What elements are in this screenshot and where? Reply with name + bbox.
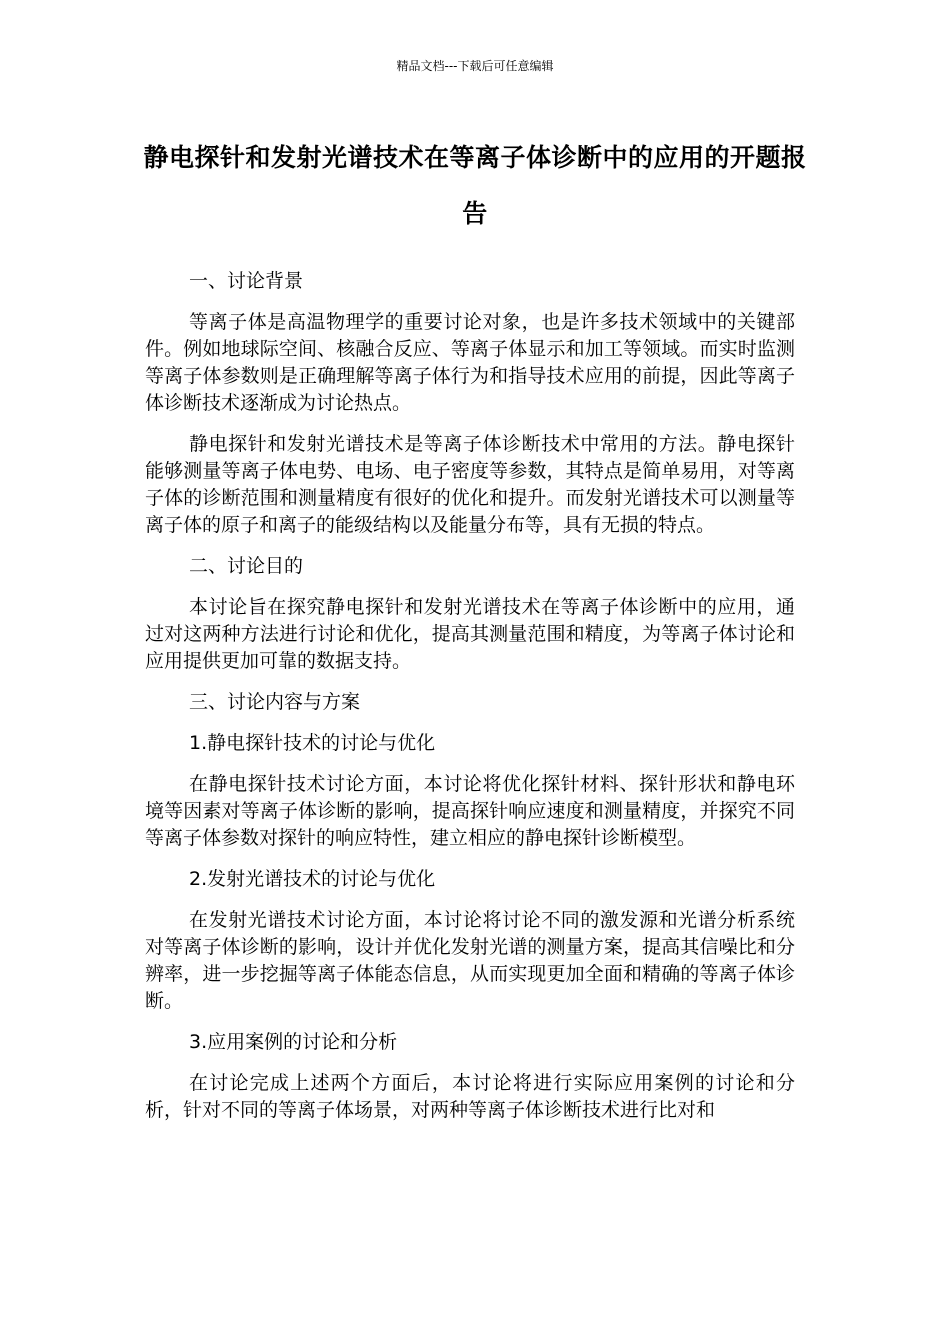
paragraph: 在讨论完成上述两个方面后，本讨论将进行实际应用案例的讨论和分析，针对不同的等离子体场景，对两种等离子体诊断技术进行比对和 bbox=[145, 1072, 795, 1121]
paragraph: 在静电探针技术讨论方面，本讨论将优化探针材料、探针形状和静电环境等因素对等离子体诊断的影响，提高探针响应速度和测量精度，并探究不同等离子体参数对探针的响应特性，建立相应的静电探针诊断模型。 bbox=[145, 773, 795, 849]
subsection bbox=[145, 1029, 795, 1124]
document-title: 静电探针和发射光谱技术在等离子体诊断中的应用的开题报告 bbox=[143, 143, 807, 228]
subsection bbox=[145, 730, 795, 852]
subsection-heading: 1.静电探针技术的讨论与优化 bbox=[189, 732, 436, 754]
section-heading: 三、讨论内容与方案 bbox=[189, 691, 361, 713]
subsection-heading: 2.发射光谱技术的讨论与优化 bbox=[189, 868, 436, 890]
header-note: 精品文档---下载后可任意编辑 bbox=[396, 59, 554, 73]
paragraph: 本讨论旨在探究静电探针和发射光谱技术在等离子体诊断中的应用，通过对这两种方法进行讨论和优化，提高其测量范围和精度，为等离子体讨论和应用提供更加可靠的数据支持。 bbox=[145, 596, 795, 672]
section bbox=[145, 689, 795, 716]
section-heading: 一、讨论背景 bbox=[189, 270, 304, 292]
paragraph: 等离子体是高温物理学的重要讨论对象，也是许多技术领域中的关键部件。例如地球际空间、核融合反应、等离子体显示和加工等领域。而实时监测等离子体参数则是正确理解等离子体行为和指导技术应用的前提，因此等离子体诊断技术逐渐成为讨论热点。 bbox=[145, 311, 795, 414]
section bbox=[145, 553, 795, 675]
subsection bbox=[145, 866, 795, 1015]
paragraph: 静电探针和发射光谱技术是等离子体诊断技术中常用的方法。静电探针能够测量等离子体电势、电场、电子密度等参数，其特点是简单易用，对等离子体的诊断范围和测量精度有很好的优化和提升。而发射光谱技术可以测量等离子体的原子和离子的能级结构以及能量分布等，具有无损的特点。 bbox=[145, 433, 795, 536]
section-heading: 二、讨论目的 bbox=[189, 555, 304, 577]
subsection-heading: 3.应用案例的讨论和分析 bbox=[189, 1031, 398, 1053]
document-body bbox=[145, 268, 795, 1138]
section bbox=[145, 268, 795, 539]
paragraph: 在发射光谱技术讨论方面，本讨论将讨论不同的激发源和光谱分析系统对等离子体诊断的影响，设计并优化发射光谱的测量方案，提高其信噪比和分辨率，进一步挖掘等离子体能态信息，从而实现更加全面和精确的等离子体诊断。 bbox=[145, 909, 795, 1012]
